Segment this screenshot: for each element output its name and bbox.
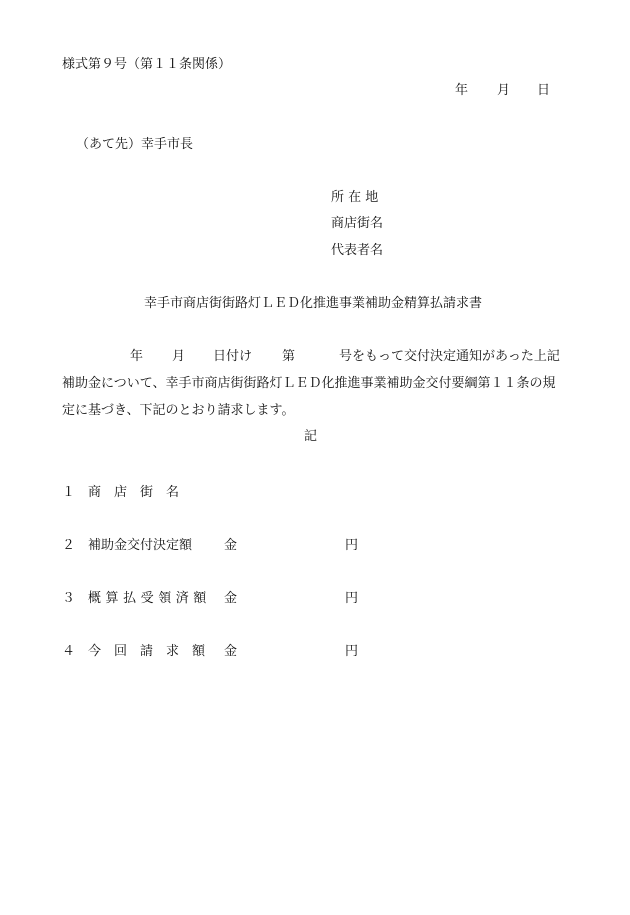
body-line2: 補助金について、幸手市商店街街路灯ＬＥＤ化推進事業補助金交付要綱第１１条の規: [62, 376, 556, 391]
addressee: （あて先）幸手市長: [76, 137, 194, 152]
item-number: ２: [62, 538, 76, 553]
item-label: 今 回 請 求 額: [88, 644, 206, 659]
item-currency: 金: [224, 591, 238, 606]
applicant-address-label: 所 在 地: [331, 190, 379, 205]
applicant-shopping-street-label: 商店街名: [331, 216, 384, 231]
item-unit: 円: [345, 538, 359, 553]
item-number: ３: [62, 591, 76, 606]
applicant-representative-label: 代表者名: [331, 243, 384, 258]
ki-heading: 記: [304, 429, 318, 444]
body-dated: 日付け: [213, 349, 253, 364]
item-unit: 円: [345, 591, 359, 606]
date-year: 年: [455, 83, 469, 98]
form-number-label: 様式第９号（第１１条関係）: [62, 57, 232, 72]
body-line3: 定に基づき、下記のとおり請求します。: [62, 403, 295, 418]
item-number: ４: [62, 644, 76, 659]
item-currency: 金: [224, 644, 238, 659]
body-year: 年: [130, 349, 144, 364]
item-label: 商 店 街 名: [88, 485, 180, 500]
item-unit: 円: [345, 644, 359, 659]
item-label: 補助金交付決定額: [88, 538, 193, 553]
date-day: 日: [537, 83, 551, 98]
document-title: 幸手市商店街街路灯ＬＥＤ化推進事業補助金精算払請求書: [144, 296, 483, 311]
body-number-prefix: 第: [282, 349, 296, 364]
item-label: 概算払受領済額: [88, 591, 211, 606]
item-number: １: [62, 485, 76, 500]
date-month: 月: [497, 83, 511, 98]
item-currency: 金: [224, 538, 238, 553]
body-line1-end: 号をもって交付決定通知があった上記: [339, 349, 560, 364]
body-month: 月: [172, 349, 186, 364]
